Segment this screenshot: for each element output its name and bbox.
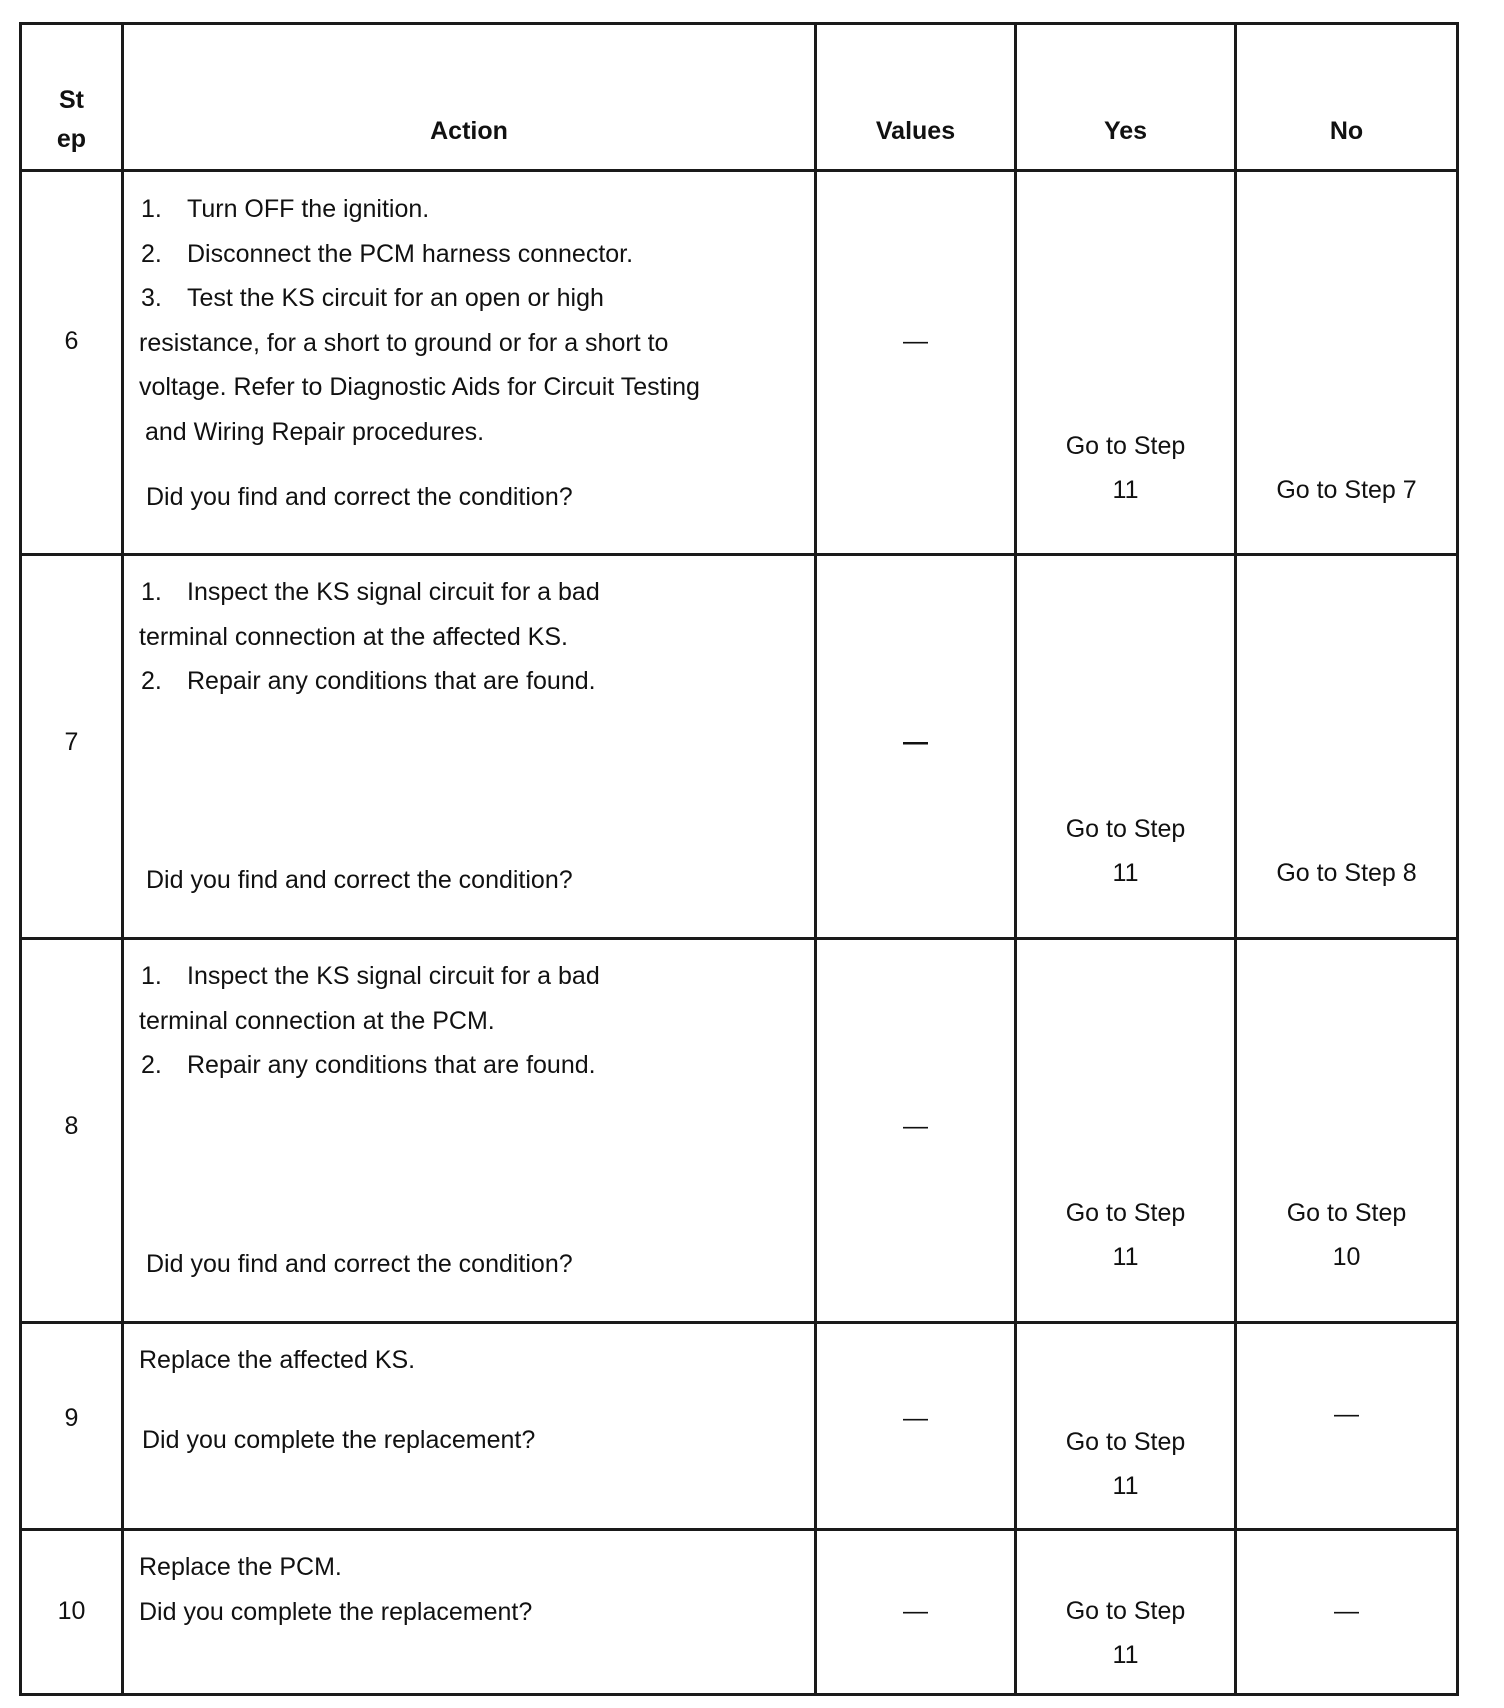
action-item: 2. Disconnect the PCM harness connector. bbox=[141, 239, 634, 268]
header-step-part2: ep bbox=[56, 125, 87, 153]
no-dash: — bbox=[1334, 1597, 1359, 1625]
header-step-part1: St bbox=[59, 86, 84, 114]
header-no bbox=[1236, 24, 1458, 171]
header-values bbox=[816, 24, 1016, 171]
values-cell bbox=[816, 1530, 1016, 1695]
action-cell bbox=[123, 555, 816, 939]
action-text: Repair any conditions that are found. bbox=[187, 667, 596, 695]
no-text: Go to Step 8 bbox=[1276, 859, 1417, 887]
no-text: Go to Step 7 bbox=[1276, 476, 1417, 504]
yes-text: Go to Step bbox=[1065, 1428, 1186, 1456]
yes-step-number: 11 bbox=[1112, 1243, 1139, 1271]
action-line: voltage. Refer to Diagnostic Aids for Circuit Testing bbox=[139, 373, 700, 401]
action-question: Did you complete the replacement? bbox=[142, 1426, 536, 1454]
step-number: 8 bbox=[64, 1112, 79, 1140]
action-line: Replace the affected KS. bbox=[139, 1346, 416, 1374]
action-item: 1. Inspect the KS signal circuit for a bad bbox=[141, 578, 600, 606]
table-row bbox=[21, 939, 1458, 1323]
action-item: 1. Inspect the KS signal circuit for a bad bbox=[141, 962, 600, 990]
action-question: Did you complete the replacement? bbox=[139, 1597, 533, 1626]
header-action bbox=[123, 24, 816, 171]
action-line: and Wiring Repair procedures. bbox=[145, 417, 485, 446]
no-cell bbox=[1236, 171, 1458, 555]
step-number: 7 bbox=[64, 728, 79, 756]
table-row bbox=[21, 171, 1458, 555]
header-yes bbox=[1016, 24, 1236, 171]
action-item: 2. Repair any conditions that are found. bbox=[141, 1051, 596, 1079]
step-cell bbox=[21, 1323, 123, 1530]
yes-text: Go to Step bbox=[1065, 432, 1186, 460]
action-text: Repair any conditions that are found. bbox=[187, 1051, 596, 1079]
table-row bbox=[21, 555, 1458, 939]
action-text: Inspect the KS signal circuit for a bad bbox=[187, 962, 600, 990]
values-cell bbox=[816, 171, 1016, 555]
yes-cell bbox=[1016, 1530, 1236, 1695]
values-dash: — bbox=[903, 1112, 928, 1140]
header-action-label: Action bbox=[430, 117, 508, 145]
step-cell bbox=[21, 171, 123, 555]
values-cell bbox=[816, 1323, 1016, 1530]
action-text: Inspect the KS signal circuit for a bad bbox=[187, 578, 600, 606]
header-row bbox=[21, 24, 1458, 171]
step-number: 9 bbox=[64, 1404, 79, 1432]
yes-step-number: 11 bbox=[1112, 1472, 1139, 1500]
header-yes-label: Yes bbox=[1103, 117, 1148, 145]
action-item: 2. Repair any conditions that are found. bbox=[141, 667, 596, 695]
step-number: 10 bbox=[57, 1597, 86, 1625]
values-dash: — bbox=[903, 327, 928, 355]
values-cell bbox=[816, 939, 1016, 1323]
yes-step-number: 11 bbox=[1112, 859, 1139, 887]
action-cell bbox=[123, 171, 816, 555]
action-cell bbox=[123, 939, 816, 1323]
action-text: Test the KS circuit for an open or high bbox=[187, 284, 604, 312]
yes-cell bbox=[1016, 171, 1236, 555]
header-values-label: Values bbox=[875, 117, 956, 145]
table-row bbox=[21, 1530, 1458, 1695]
values-dash: — bbox=[903, 1597, 928, 1625]
no-step-number: 10 bbox=[1332, 1243, 1361, 1271]
no-dash: — bbox=[1334, 1400, 1359, 1428]
values-dash: — bbox=[903, 1404, 928, 1432]
action-text: Disconnect the PCM harness connector. bbox=[187, 239, 634, 268]
step-cell bbox=[21, 555, 123, 939]
values-cell bbox=[816, 555, 1016, 939]
action-item: 3. Test the KS circuit for an open or high bbox=[141, 284, 604, 312]
yes-step-number: 11 bbox=[1112, 476, 1139, 504]
no-cell bbox=[1236, 939, 1458, 1323]
action-line: terminal connection at the PCM. bbox=[139, 1006, 495, 1035]
action-line: resistance, for a short to ground or for a short to bbox=[139, 328, 669, 357]
yes-cell bbox=[1016, 555, 1236, 939]
no-cell bbox=[1236, 1530, 1458, 1695]
step-cell bbox=[21, 1530, 123, 1695]
action-question: Did you find and correct the condition? bbox=[146, 483, 573, 511]
diagnostic-table bbox=[19, 22, 1459, 1696]
action-question: Did you find and correct the condition? bbox=[146, 866, 573, 894]
no-text: Go to Step bbox=[1286, 1199, 1407, 1227]
yes-text: Go to Step bbox=[1065, 1597, 1186, 1625]
action-question: Did you find and correct the condition? bbox=[146, 1250, 573, 1278]
yes-cell bbox=[1016, 1323, 1236, 1530]
action-line: terminal connection at the affected KS. bbox=[139, 622, 568, 651]
action-cell bbox=[123, 1530, 816, 1695]
yes-text: Go to Step bbox=[1065, 815, 1186, 843]
step-number: 6 bbox=[64, 327, 79, 355]
yes-text: Go to Step bbox=[1065, 1199, 1186, 1227]
action-item: 1. Turn OFF the ignition. bbox=[141, 195, 430, 223]
values-dash: — bbox=[903, 728, 928, 756]
yes-step-number: 11 bbox=[1112, 1641, 1139, 1669]
action-line: Replace the PCM. bbox=[139, 1553, 342, 1581]
action-text: Turn OFF the ignition. bbox=[187, 195, 430, 223]
no-cell bbox=[1236, 555, 1458, 939]
header-step bbox=[21, 24, 123, 171]
header-no-label: No bbox=[1329, 117, 1364, 145]
step-cell bbox=[21, 939, 123, 1323]
action-cell bbox=[123, 1323, 816, 1530]
table-row bbox=[21, 1323, 1458, 1530]
yes-cell bbox=[1016, 939, 1236, 1323]
no-cell bbox=[1236, 1323, 1458, 1530]
